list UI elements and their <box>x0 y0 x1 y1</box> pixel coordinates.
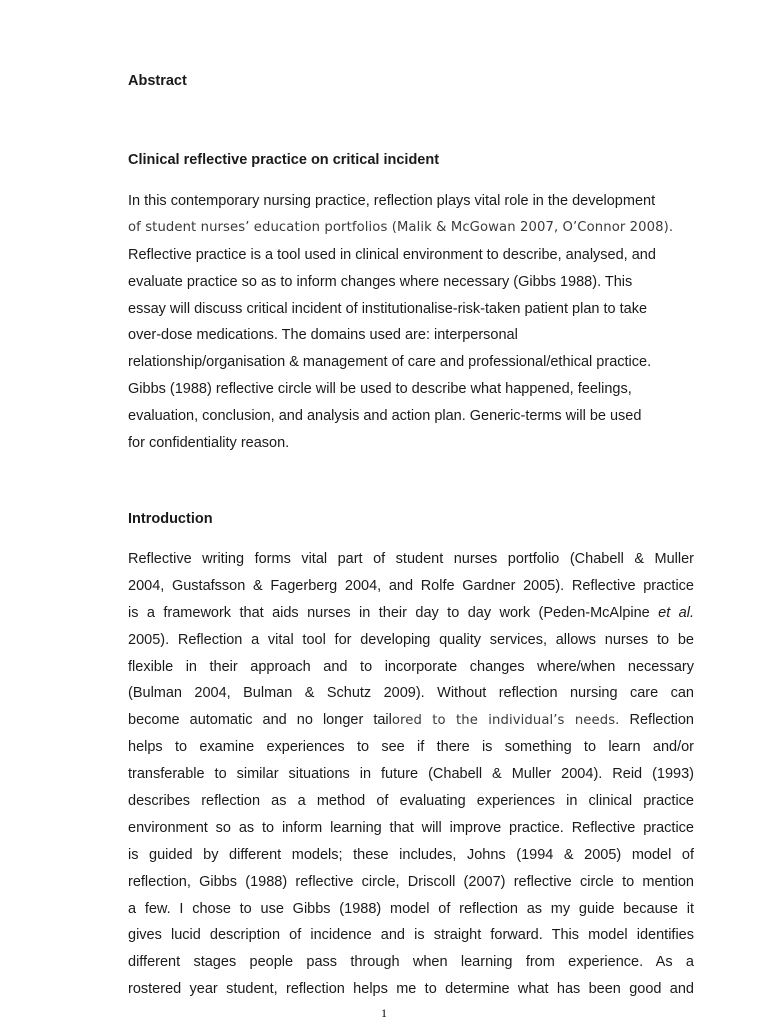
abstract-line: of student nurses’ education portfolios (Malik & McGowan 2007, O’Connor 2008). <box>128 219 674 235</box>
abstract-line: Gibbs (1988) reflective circle will be used to describe what happened, feelings, <box>128 381 632 398</box>
intro-line: reflection, Gibbs (1988) reflective circle, Driscoll (2007) reflective circle to mention <box>128 873 694 890</box>
introduction-heading: Introduction <box>128 511 213 527</box>
intro-line: a few. I chose to use Gibbs (1988) model of reflection as my guide because it <box>128 900 694 917</box>
intro-line <box>128 707 694 734</box>
abstract-line: evaluate practice so as to inform changes where necessary (Gibbs 1988). This <box>128 273 633 290</box>
intro-line: helps to examine experiences to see if there is something to learn and/or <box>128 739 694 756</box>
page-number: 1 <box>381 1006 387 1020</box>
intro-text: is a framework that aids nurses in their day to day work (Peden-McAlpine <box>128 604 659 621</box>
intro-line: different stages people pass through when learning from experience. As a <box>128 954 694 971</box>
abstract-heading: Abstract <box>128 73 187 89</box>
intro-line: environment so as to inform learning that will improve practice. Reflective practice <box>128 819 694 836</box>
abstract-line: over-dose medications. The domains used are: interpersonal <box>128 327 518 344</box>
abstract-line: evaluation, conclusion, and analysis and action plan. Generic-terms will be used <box>128 408 642 425</box>
intro-line: describes reflection as a method of evaluating experiences in clinical practice <box>128 793 694 810</box>
abstract-line: essay will discuss critical incident of institutionalise-risk-taken patient plan to take <box>128 300 648 317</box>
intro-italic-text: et al. <box>658 604 694 621</box>
intro-light-text: ored to the individual’s needs. <box>391 713 620 729</box>
intro-line: rostered year student, reflection helps me to determine what has been good and <box>128 981 694 998</box>
intro-text: Reflection <box>619 712 694 729</box>
intro-line: (Bulman 2004, Bulman & Schutz 2009). Without reflection nursing care can <box>128 685 694 702</box>
intro-line: is guided by different models; these includes, Johns (1994 & 2005) model of <box>128 846 694 863</box>
abstract-line: In this contemporary nursing practice, reflection plays vital role in the development <box>128 193 656 209</box>
abstract-line: for confidentiality reason. <box>128 435 290 452</box>
intro-text: become automatic and no longer tail <box>128 712 392 729</box>
intro-line: 2005). Reflection a vital tool for developing quality services, allows nurses to be <box>128 631 694 648</box>
intro-line: 2004, Gustafsson & Fagerberg 2004, and Rolfe Gardner 2005). Reflective practice <box>128 577 694 594</box>
intro-line: gives lucid description of incidence and is straight forward. This model identifies <box>128 927 694 944</box>
intro-line <box>128 600 694 627</box>
abstract-paragraph <box>128 188 694 457</box>
abstract-line: relationship/organisation & management of care and professional/ethical practice. <box>128 354 652 371</box>
introduction-paragraph <box>128 546 694 1003</box>
intro-line: flexible in their approach and to incorporate changes where/when necessary <box>128 658 694 675</box>
abstract-line: Reflective practice is a tool used in clinical environment to describe, analysed, and <box>128 246 656 263</box>
intro-line: transferable to similar situations in future (Chabell & Muller 2004). Reid (1993) <box>128 766 694 783</box>
intro-line: Reflective writing forms vital part of student nurses portfolio (Chabell & Muller <box>128 551 694 567</box>
section-title: Clinical reflective practice on critical incident <box>128 152 440 168</box>
